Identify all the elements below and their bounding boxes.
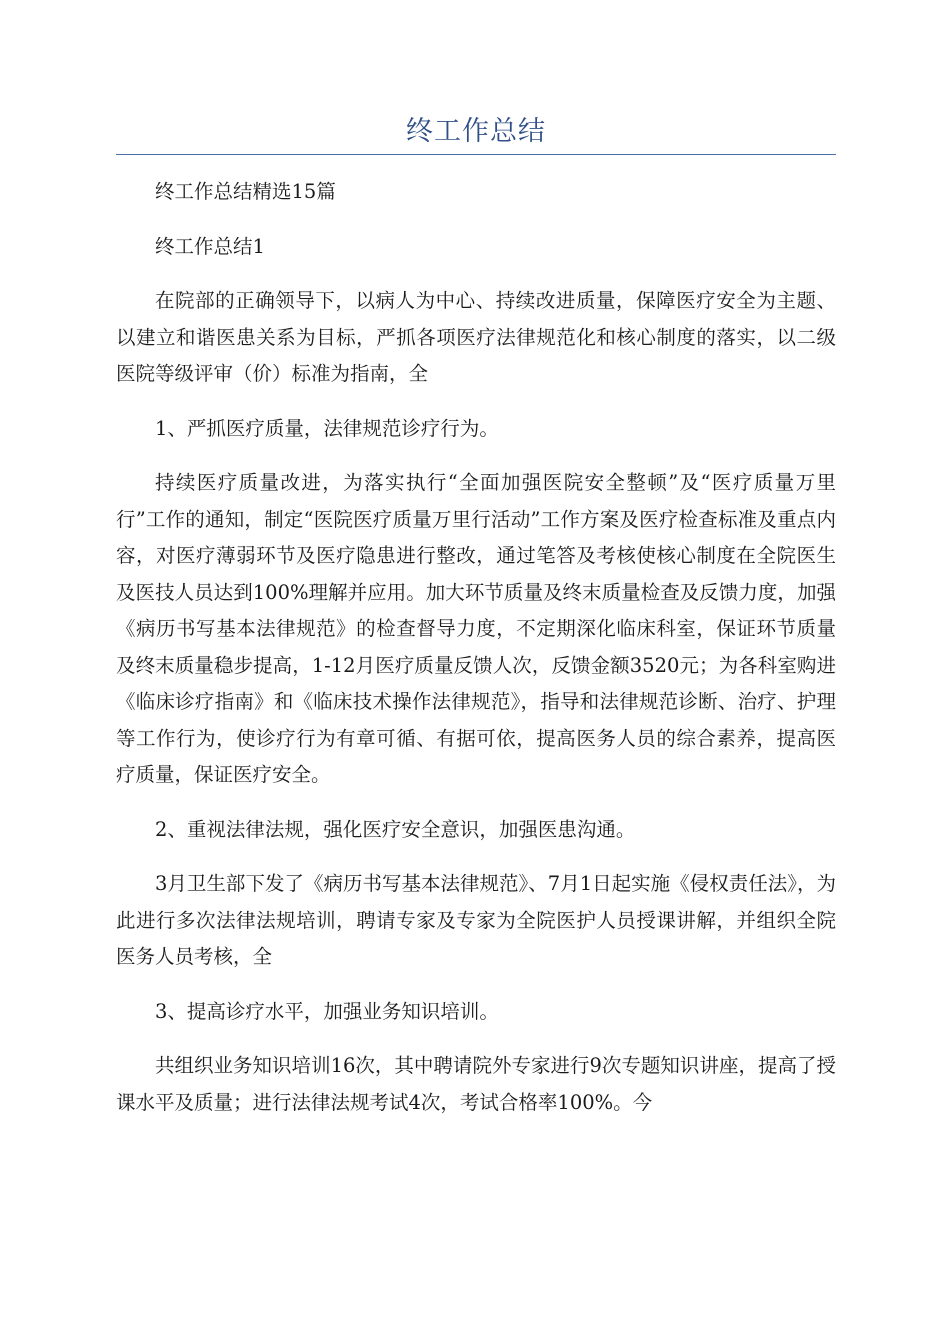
title-underline — [116, 154, 836, 155]
paragraph-subtitle: 终工作总结精选15篇 — [155, 180, 336, 203]
paragraph-item-2-heading: 2、重视法律法规，强化医疗安全意识，加强医患沟通。 — [155, 817, 636, 841]
paragraph-item-1-heading: 1、严抓医疗质量，法律规范诊疗行为。 — [155, 416, 499, 440]
paragraph-item-2-body: 3月卫生部下发了《病历书写基本法律规范》、7月1日起实施《侵权责任法》，为此进行多次法律法规培训，聘请专家及专家为全院医护人员授课讲解，并组织全院医务人员考核，全 — [116, 872, 836, 968]
paragraph-intro: 在院部的正确领导下，以病人为中心、持续改进质量，保障医疗安全为主题、以建立和谐医患关系为目标，严抓各项医疗法律规范化和核心制度的落实，以二级医院等级评审（价）标准为指南，全 — [116, 289, 836, 385]
document-title: 终工作总结 — [406, 116, 546, 147]
paragraph-item-3-heading: 3、提高诊疗水平，加强业务知识培训。 — [155, 999, 499, 1023]
paragraph-item-3-body: 共组织业务知识培训16次，其中聘请院外专家进行9次专题知识讲座，提高了授课水平及质量；进行法律法规考试4次，考试合格率100%。今 — [116, 1054, 836, 1114]
paragraph-section-heading: 终工作总结1 — [155, 234, 265, 258]
paragraph-item-1-body: 持续医疗质量改进，为落实执行“全面加强医院安全整顿”及“医疗质量万里行”工作的通知，制定“医院医疗质量万里行活动”工作方案及医疗检查标准及重点内容，对医疗薄弱环节及医疗隐患进行整改，通过笔答及考核使核心制度在全院医生及医技人员达到100%理解并应用。加大环节质量及终末质量检查及反馈力度，加强《病历书写基本法律规范》的检查督导力度，不定期深化临床科室，保证环节质量及终末质量稳步提高，1-12月医疗质量反馈人次，反馈金额3520元；为各科室购进《临床诊疗指南》和《临床技术操作法律规范》，指导和法律规范诊断、治疗、护理等工作行为，使诊疗行为有章可循、有据可依，提高医务人员的综合素养，提高医疗质量，保证医疗安全。 — [116, 471, 836, 786]
document-body — [116, 174, 836, 1139]
